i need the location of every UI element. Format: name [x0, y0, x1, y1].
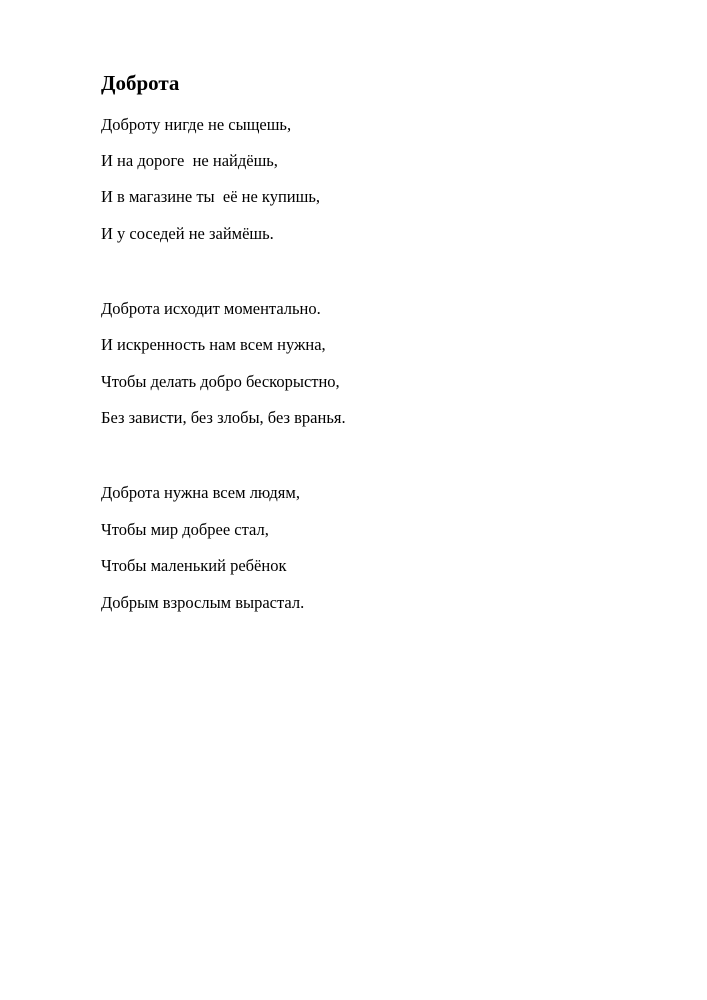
poem-line: Чтобы маленький ребёнок	[101, 556, 287, 575]
poem-line: Без зависти, без злобы, без вранья.	[101, 408, 346, 427]
poem-line: И у соседей не займёшь.	[101, 224, 274, 243]
poem-line: Доброта нужна всем людям,	[101, 483, 300, 502]
poem-line: Добрым взрослым вырастал.	[101, 593, 305, 612]
poem-line: И в магазине ты её не купишь,	[101, 187, 320, 206]
poem-line: Доброта исходит моментально.	[101, 299, 321, 318]
poem-line: И на дороге не найдёшь,	[101, 151, 278, 170]
poem-title: Доброта	[101, 71, 180, 95]
poem-line: И искренность нам всем нужна,	[101, 335, 326, 354]
poem-line: Чтобы мир добрее стал,	[101, 520, 269, 539]
poem-line: Чтобы делать добро бескорыстно,	[101, 372, 340, 391]
poem-line: Доброту нигде не сыщешь,	[101, 115, 292, 134]
